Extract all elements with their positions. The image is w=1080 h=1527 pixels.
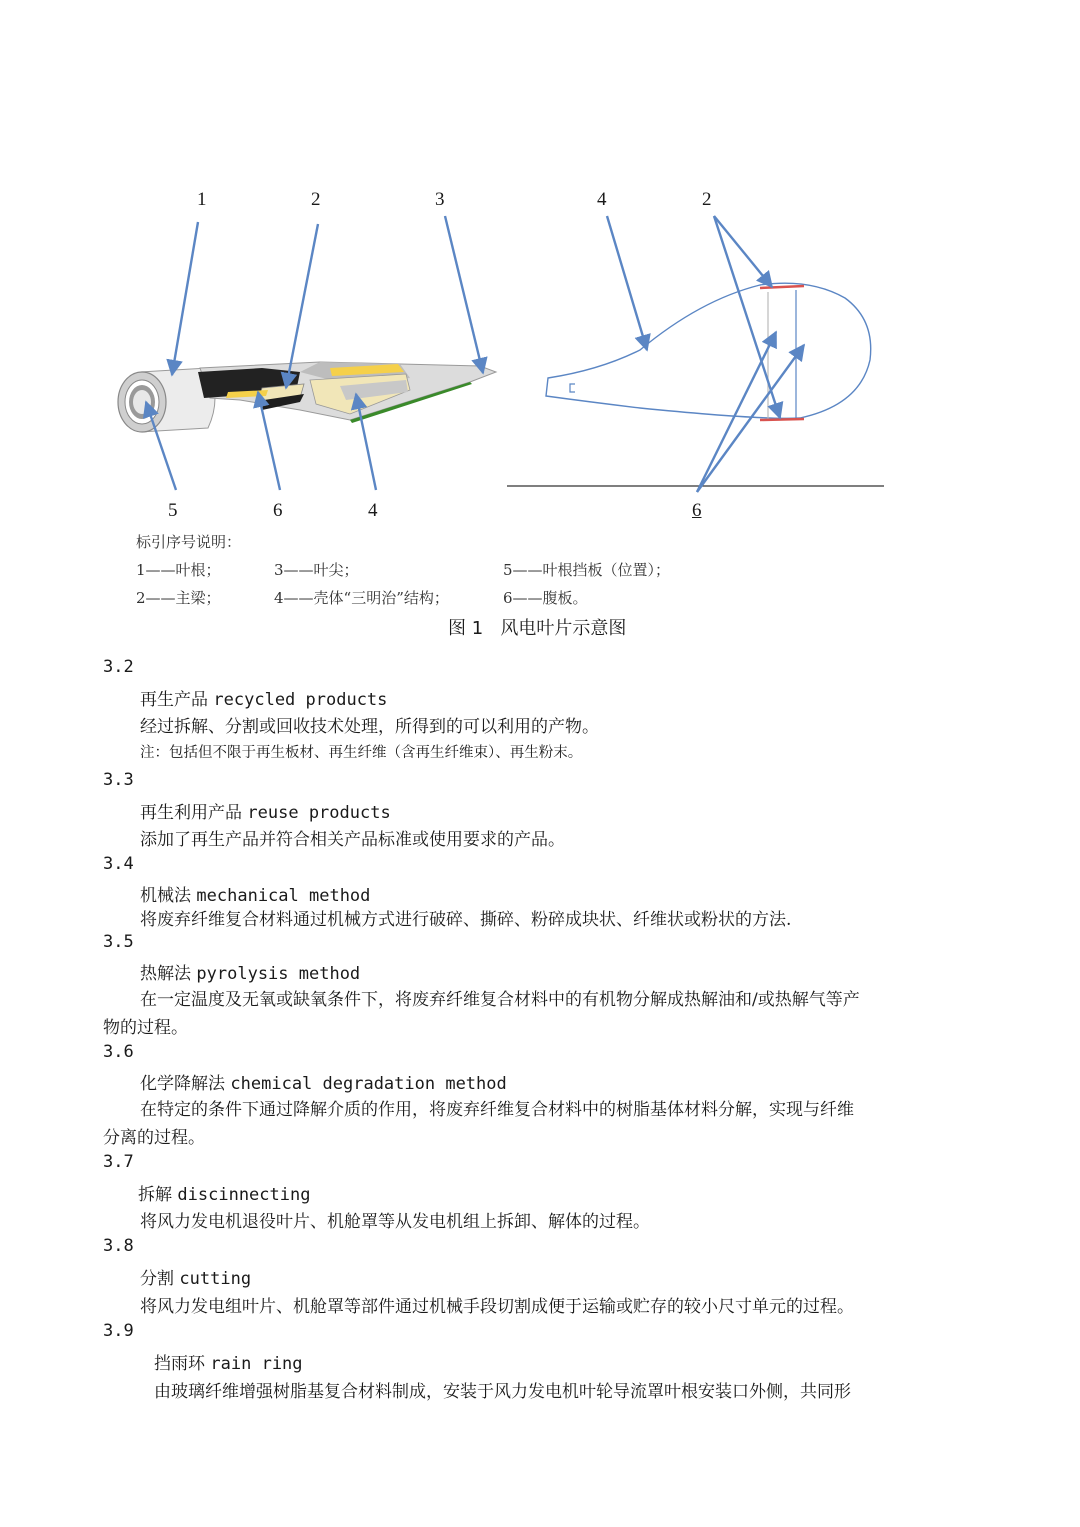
term-cn: 热解法 [140, 964, 191, 984]
blade-figure [0, 0, 1080, 540]
airfoil-section [507, 283, 884, 486]
legend-item: 5——叶根挡板（位置）； [503, 561, 671, 579]
term-en: reuse products [247, 803, 391, 823]
definition-line: 添加了再生产品并符合相关产品标准或使用要求的产品。 [140, 830, 565, 850]
term-heading [140, 959, 360, 984]
term-cn: 再生产品 [140, 690, 208, 710]
legend-title: 标引序号说明： [136, 533, 242, 551]
callout-1: 1 [197, 189, 207, 210]
definition-line: 物的过程。 [103, 1018, 188, 1038]
left-callout-arrows [146, 216, 483, 490]
blade-3d-illustration [118, 362, 496, 432]
term-cn: 分割 [140, 1269, 174, 1289]
callout-4-right: 4 [597, 189, 607, 210]
callout-2: 2 [311, 189, 321, 210]
legend-item: 6——腹板。 [503, 589, 588, 607]
definition-line: 在一定温度及无氧或缺氧条件下，将废弃纤维复合材料中的有机物分解成热解油和/或热解气等产 [140, 990, 860, 1010]
term-heading [140, 1264, 251, 1289]
legend-item: 2——主梁； [136, 589, 221, 607]
term-heading [140, 798, 391, 823]
definition-line: 分离的过程。 [103, 1128, 205, 1148]
term-cn: 拆解 [138, 1185, 172, 1205]
legend-item: 3——叶尖； [274, 561, 359, 579]
term-en: discinnecting [177, 1185, 311, 1205]
term-heading [140, 881, 370, 906]
term-heading [154, 1349, 303, 1374]
term-en: mechanical method [196, 886, 371, 906]
section-number: 3.3 [103, 770, 134, 790]
term-cn: 机械法 [140, 886, 191, 906]
term-heading [138, 1180, 310, 1205]
section-number: 3.4 [103, 854, 134, 874]
term-heading [140, 685, 387, 710]
term-heading [140, 1069, 507, 1094]
term-en: rain ring [210, 1354, 303, 1374]
section-number: 3.6 [103, 1042, 134, 1062]
callout-2-right: 2 [702, 189, 712, 210]
right-callout-arrows [607, 216, 804, 492]
legend-item: 1——叶根； [136, 561, 221, 579]
definition-note: 注：包括但不限于再生板材、再生纤维（含再生纤维束）、再生粉末。 [140, 745, 583, 761]
legend-item: 4——壳体“三明治”结构； [274, 589, 449, 607]
figure-caption: 图 1 风电叶片示意图 [448, 618, 627, 639]
section-number: 3.5 [103, 932, 134, 952]
term-en: cutting [179, 1269, 252, 1289]
term-en: pyrolysis method [196, 964, 361, 984]
section-number: 3.9 [103, 1321, 134, 1341]
callout-6-right: 6 [692, 500, 702, 521]
definition-line: 将风力发电组叶片、机舱罩等部件通过机械手段切割成便于运输或贮存的较小尺寸单元的过程。 [140, 1297, 854, 1317]
term-en: chemical degradation method [230, 1074, 507, 1094]
definition-line: 将废弃纤维复合材料通过机械方式进行破碎、撕碎、粉碎成块状、纤维状或粉状的方法. [140, 910, 792, 930]
definition-line: 经过拆解、分割或回收技术处理，所得到的可以利用的产物。 [140, 717, 599, 737]
term-cn: 挡雨环 [154, 1354, 205, 1374]
term-en: recycled products [213, 690, 388, 710]
term-cn: 化学降解法 [140, 1074, 225, 1094]
term-cn: 再生利用产品 [140, 803, 242, 823]
section-number: 3.2 [103, 657, 134, 677]
callout-5: 5 [168, 500, 178, 521]
section-number: 3.8 [103, 1236, 134, 1256]
callout-4: 4 [368, 500, 378, 521]
section-number: 3.7 [103, 1152, 134, 1172]
definition-line: 在特定的条件下通过降解介质的作用，将废弃纤维复合材料中的树脂基体材料分解，实现与纤维 [140, 1100, 854, 1120]
callout-3: 3 [435, 189, 445, 210]
definition-line: 将风力发电机退役叶片、机舱罩等从发电机组上拆卸、解体的过程。 [140, 1212, 650, 1232]
callout-6: 6 [273, 500, 283, 521]
definition-line: 由玻璃纤维增强树脂基复合材料制成，安装于风力发电机叶轮导流罩叶根安装口外侧，共同形 [154, 1382, 851, 1402]
